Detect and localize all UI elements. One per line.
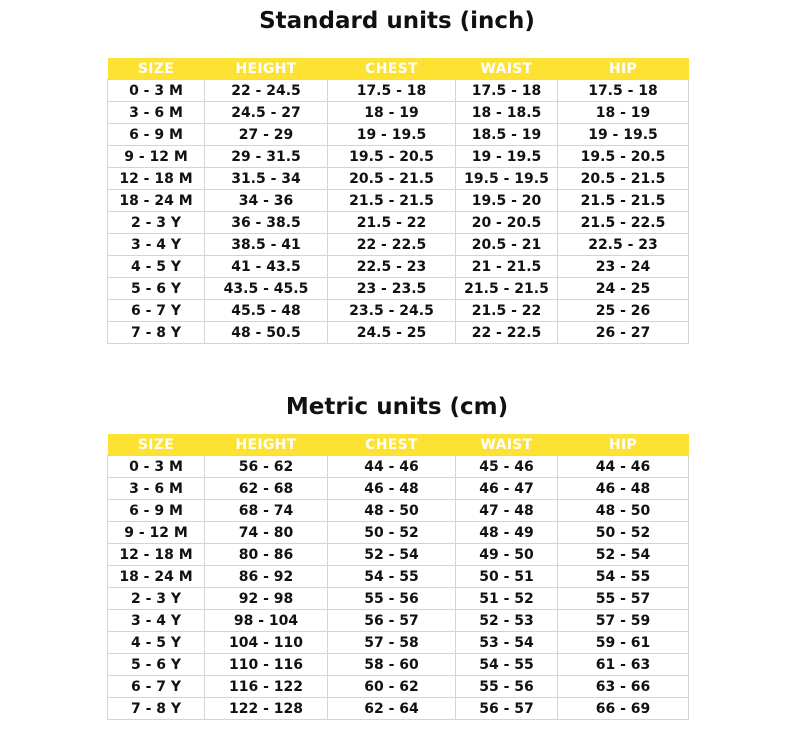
table-cell-height: 29 - 31.5 xyxy=(205,146,328,168)
table-cell-waist: 18.5 - 19 xyxy=(456,124,558,146)
table-cell-chest: 21.5 - 22 xyxy=(328,212,456,234)
table-cell-waist: 20.5 - 21 xyxy=(456,234,558,256)
table-cell-size: 12 - 18 M xyxy=(108,544,205,566)
table-cell-size: 6 - 7 Y xyxy=(108,300,205,322)
table-cell-size: 6 - 9 M xyxy=(108,124,205,146)
table-row xyxy=(108,256,689,278)
table-cell-height: 68 - 74 xyxy=(205,500,328,522)
metric-size-table xyxy=(107,434,689,720)
table-cell-size: 0 - 3 M xyxy=(108,456,205,478)
table-row xyxy=(108,300,689,322)
table-cell-waist: 19 - 19.5 xyxy=(456,146,558,168)
table-row xyxy=(108,168,689,190)
table-cell-height: 34 - 36 xyxy=(205,190,328,212)
table-cell-waist: 19.5 - 20 xyxy=(456,190,558,212)
table-cell-height: 86 - 92 xyxy=(205,566,328,588)
table-cell-chest: 58 - 60 xyxy=(328,654,456,676)
table-cell-chest: 50 - 52 xyxy=(328,522,456,544)
table-row xyxy=(108,544,689,566)
table-cell-size: 2 - 3 Y xyxy=(108,588,205,610)
table-cell-height: 22 - 24.5 xyxy=(205,80,328,102)
table-cell-chest: 19.5 - 20.5 xyxy=(328,146,456,168)
table-cell-height: 98 - 104 xyxy=(205,610,328,632)
table-row xyxy=(108,654,689,676)
table-cell-size: 9 - 12 M xyxy=(108,522,205,544)
table-cell-hip: 22.5 - 23 xyxy=(558,234,689,256)
table-cell-chest: 24.5 - 25 xyxy=(328,322,456,344)
table-cell-hip: 55 - 57 xyxy=(558,588,689,610)
table-cell-hip: 46 - 48 xyxy=(558,478,689,500)
table-cell-hip: 61 - 63 xyxy=(558,654,689,676)
table-cell-chest: 57 - 58 xyxy=(328,632,456,654)
table-row xyxy=(108,146,689,168)
table-cell-hip: 66 - 69 xyxy=(558,698,689,720)
table-cell-chest: 55 - 56 xyxy=(328,588,456,610)
table-cell-height: 62 - 68 xyxy=(205,478,328,500)
table-row xyxy=(108,566,689,588)
table-cell-height: 24.5 - 27 xyxy=(205,102,328,124)
table-cell-chest: 22.5 - 23 xyxy=(328,256,456,278)
table-cell-waist: 20 - 20.5 xyxy=(456,212,558,234)
table-cell-chest: 22 - 22.5 xyxy=(328,234,456,256)
table-cell-chest: 54 - 55 xyxy=(328,566,456,588)
table-cell-hip: 18 - 19 xyxy=(558,102,689,124)
table-cell-chest: 48 - 50 xyxy=(328,500,456,522)
table-cell-chest: 62 - 64 xyxy=(328,698,456,720)
table-cell-size: 3 - 4 Y xyxy=(108,234,205,256)
table-row xyxy=(108,676,689,698)
table-cell-waist: 22 - 22.5 xyxy=(456,322,558,344)
table-cell-waist: 18 - 18.5 xyxy=(456,102,558,124)
column-header-chest: CHEST xyxy=(328,434,456,456)
standard-table-title: Standard units (inch) xyxy=(259,8,535,34)
table-cell-hip: 25 - 26 xyxy=(558,300,689,322)
table-cell-height: 116 - 122 xyxy=(205,676,328,698)
table-cell-chest: 21.5 - 21.5 xyxy=(328,190,456,212)
table-cell-hip: 48 - 50 xyxy=(558,500,689,522)
column-header-height: HEIGHT xyxy=(205,434,328,456)
table-header-row xyxy=(108,58,689,80)
table-cell-chest: 46 - 48 xyxy=(328,478,456,500)
table-cell-hip: 21.5 - 22.5 xyxy=(558,212,689,234)
table-cell-size: 0 - 3 M xyxy=(108,80,205,102)
table-cell-hip: 19 - 19.5 xyxy=(558,124,689,146)
table-cell-height: 92 - 98 xyxy=(205,588,328,610)
table-cell-size: 12 - 18 M xyxy=(108,168,205,190)
table-cell-waist: 48 - 49 xyxy=(456,522,558,544)
table-cell-height: 74 - 80 xyxy=(205,522,328,544)
table-cell-size: 7 - 8 Y xyxy=(108,698,205,720)
table-cell-waist: 53 - 54 xyxy=(456,632,558,654)
table-cell-hip: 63 - 66 xyxy=(558,676,689,698)
table-cell-waist: 45 - 46 xyxy=(456,456,558,478)
table-cell-height: 110 - 116 xyxy=(205,654,328,676)
table-cell-chest: 44 - 46 xyxy=(328,456,456,478)
table-cell-waist: 51 - 52 xyxy=(456,588,558,610)
table-cell-hip: 26 - 27 xyxy=(558,322,689,344)
table-row xyxy=(108,102,689,124)
table-row xyxy=(108,698,689,720)
table-cell-waist: 55 - 56 xyxy=(456,676,558,698)
table-header-row xyxy=(108,434,689,456)
table-cell-size: 18 - 24 M xyxy=(108,566,205,588)
table-cell-size: 5 - 6 Y xyxy=(108,654,205,676)
table-cell-size: 3 - 6 M xyxy=(108,102,205,124)
table-cell-chest: 20.5 - 21.5 xyxy=(328,168,456,190)
table-cell-chest: 52 - 54 xyxy=(328,544,456,566)
table-cell-hip: 21.5 - 21.5 xyxy=(558,190,689,212)
column-header-waist: WAIST xyxy=(456,58,558,80)
table-cell-chest: 18 - 19 xyxy=(328,102,456,124)
table-cell-size: 9 - 12 M xyxy=(108,146,205,168)
table-cell-height: 122 - 128 xyxy=(205,698,328,720)
table-cell-hip: 59 - 61 xyxy=(558,632,689,654)
table-cell-height: 80 - 86 xyxy=(205,544,328,566)
table-cell-hip: 44 - 46 xyxy=(558,456,689,478)
table-cell-chest: 56 - 57 xyxy=(328,610,456,632)
table-cell-waist: 21 - 21.5 xyxy=(456,256,558,278)
table-cell-size: 4 - 5 Y xyxy=(108,256,205,278)
table-cell-waist: 49 - 50 xyxy=(456,544,558,566)
column-header-chest: CHEST xyxy=(328,58,456,80)
table-cell-hip: 52 - 54 xyxy=(558,544,689,566)
table-cell-size: 3 - 4 Y xyxy=(108,610,205,632)
table-cell-height: 41 - 43.5 xyxy=(205,256,328,278)
table-cell-height: 48 - 50.5 xyxy=(205,322,328,344)
table-row xyxy=(108,500,689,522)
table-cell-height: 43.5 - 45.5 xyxy=(205,278,328,300)
table-cell-waist: 52 - 53 xyxy=(456,610,558,632)
table-row xyxy=(108,632,689,654)
table-cell-size: 7 - 8 Y xyxy=(108,322,205,344)
table-cell-size: 6 - 9 M xyxy=(108,500,205,522)
column-header-hip: HIP xyxy=(558,58,689,80)
metric-table-title: Metric units (cm) xyxy=(285,394,509,420)
table-row xyxy=(108,456,689,478)
table-cell-waist: 47 - 48 xyxy=(456,500,558,522)
column-header-hip: HIP xyxy=(558,434,689,456)
table-cell-chest: 17.5 - 18 xyxy=(328,80,456,102)
table-row xyxy=(108,278,689,300)
table-cell-chest: 23 - 23.5 xyxy=(328,278,456,300)
table-cell-hip: 23 - 24 xyxy=(558,256,689,278)
table-cell-hip: 57 - 59 xyxy=(558,610,689,632)
table-cell-size: 4 - 5 Y xyxy=(108,632,205,654)
table-row xyxy=(108,80,689,102)
table-cell-chest: 23.5 - 24.5 xyxy=(328,300,456,322)
table-cell-waist: 21.5 - 21.5 xyxy=(456,278,558,300)
table-cell-waist: 54 - 55 xyxy=(456,654,558,676)
table-cell-waist: 21.5 - 22 xyxy=(456,300,558,322)
column-header-height: HEIGHT xyxy=(205,58,328,80)
table-cell-hip: 20.5 - 21.5 xyxy=(558,168,689,190)
table-cell-waist: 17.5 - 18 xyxy=(456,80,558,102)
table-cell-size: 3 - 6 M xyxy=(108,478,205,500)
table-row xyxy=(108,212,689,234)
table-cell-hip: 17.5 - 18 xyxy=(558,80,689,102)
table-row xyxy=(108,322,689,344)
table-cell-chest: 60 - 62 xyxy=(328,676,456,698)
table-row xyxy=(108,522,689,544)
table-cell-size: 6 - 7 Y xyxy=(108,676,205,698)
table-cell-size: 5 - 6 Y xyxy=(108,278,205,300)
table-cell-size: 2 - 3 Y xyxy=(108,212,205,234)
table-cell-chest: 19 - 19.5 xyxy=(328,124,456,146)
table-cell-height: 31.5 - 34 xyxy=(205,168,328,190)
table-cell-height: 36 - 38.5 xyxy=(205,212,328,234)
column-header-waist: WAIST xyxy=(456,434,558,456)
table-cell-height: 104 - 110 xyxy=(205,632,328,654)
table-cell-waist: 50 - 51 xyxy=(456,566,558,588)
table-cell-height: 27 - 29 xyxy=(205,124,328,146)
column-header-size: SIZE xyxy=(108,58,205,80)
table-cell-height: 45.5 - 48 xyxy=(205,300,328,322)
table-cell-height: 38.5 - 41 xyxy=(205,234,328,256)
table-cell-waist: 46 - 47 xyxy=(456,478,558,500)
table-row xyxy=(108,478,689,500)
standard-size-table xyxy=(107,58,689,344)
table-cell-hip: 24 - 25 xyxy=(558,278,689,300)
table-cell-waist: 19.5 - 19.5 xyxy=(456,168,558,190)
table-cell-waist: 56 - 57 xyxy=(456,698,558,720)
table-cell-hip: 19.5 - 20.5 xyxy=(558,146,689,168)
table-cell-size: 18 - 24 M xyxy=(108,190,205,212)
table-row xyxy=(108,124,689,146)
table-row xyxy=(108,610,689,632)
column-header-size: SIZE xyxy=(108,434,205,456)
table-cell-height: 56 - 62 xyxy=(205,456,328,478)
table-cell-hip: 50 - 52 xyxy=(558,522,689,544)
table-row xyxy=(108,234,689,256)
table-row xyxy=(108,190,689,212)
table-row xyxy=(108,588,689,610)
table-cell-hip: 54 - 55 xyxy=(558,566,689,588)
